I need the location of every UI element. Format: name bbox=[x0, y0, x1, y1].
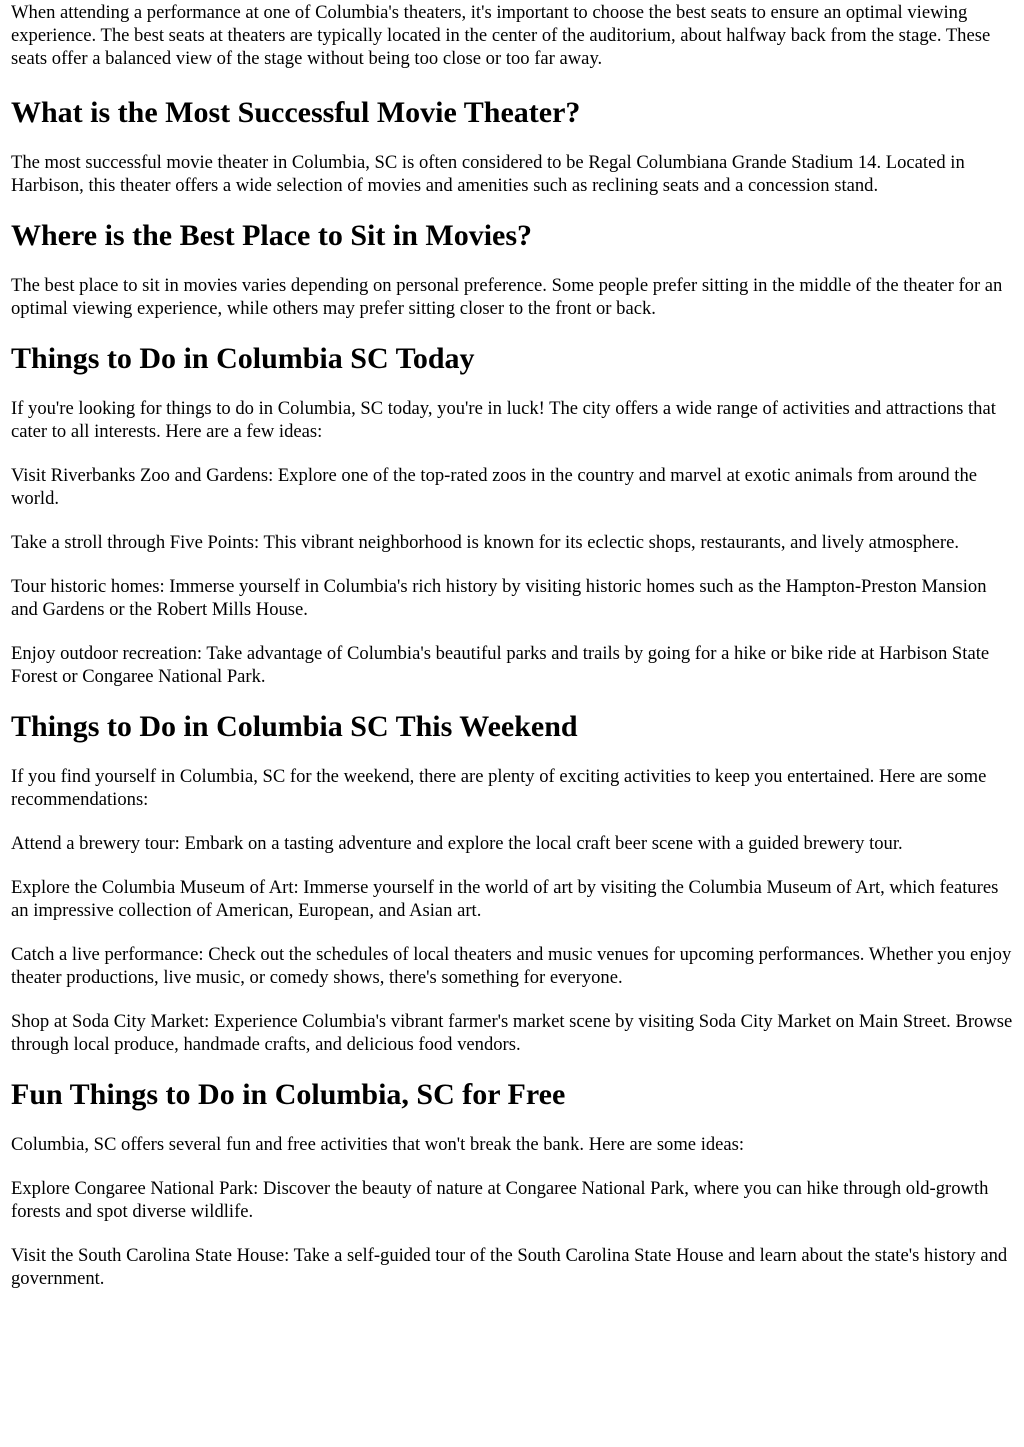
paragraph: The best place to sit in movies varies depending on personal preference. Some people prefer sitting in the middle of the theater for an optimal viewing experience, while others may prefer sitting closer to the front or back. bbox=[11, 275, 1003, 319]
paragraph: Explore Congaree National Park: Discover the beauty of nature at Congaree National Park, where you can hike through old-growth forests and spot diverse wildlife. bbox=[11, 1178, 989, 1222]
paragraph: Catch a live performance: Check out the schedules of local theaters and music venues for upcoming performances. Whether you enjoy theater productions, live music, or comedy shows, there's something for everyone. bbox=[11, 944, 1012, 988]
paragraph: Enjoy outdoor recreation: Take advantage of Columbia's beautiful parks and trails by going for a hike or bike ride at Harbison State Forest or Congaree National Park. bbox=[11, 643, 990, 687]
section-heading-free-things-to-do: Fun Things to Do in Columbia, SC for Free bbox=[11, 1078, 566, 1111]
section-heading-things-to-do-weekend: Things to Do in Columbia SC This Weekend bbox=[11, 710, 578, 743]
section-heading-best-place-to-sit: Where is the Best Place to Sit in Movies? bbox=[11, 219, 533, 252]
paragraph: Shop at Soda City Market: Experience Columbia's vibrant farmer's market scene by visiting Soda City Market on Main Street. Browse through local produce, handmade crafts, and delicious food vendors. bbox=[11, 1011, 1013, 1055]
section-heading-most-successful-theater: What is the Most Successful Movie Theater? bbox=[11, 96, 581, 129]
section-heading-things-to-do-today: Things to Do in Columbia SC Today bbox=[11, 342, 475, 375]
intro-paragraph: When attending a performance at one of Columbia's theaters, it's important to choose the best seats to ensure an optimal viewing experience. The best seats at theaters are typically located in the center of the auditorium, about halfway back from the stage. These seats offer a balanced view of the stage without being too close or too far away. bbox=[11, 2, 991, 69]
paragraph: Columbia, SC offers several fun and free activities that won't break the bank. Here are some ideas: bbox=[11, 1134, 745, 1155]
paragraph: Take a stroll through Five Points: This vibrant neighborhood is known for its eclectic shops, restaurants, and lively atmosphere. bbox=[11, 532, 960, 553]
paragraph: If you find yourself in Columbia, SC for the weekend, there are plenty of exciting activities to keep you entertained. Here are some recommendations: bbox=[11, 766, 987, 810]
paragraph: Visit the South Carolina State House: Take a self-guided tour of the South Carolina State House and learn about the state's history and government. bbox=[11, 1245, 1008, 1289]
paragraph: The most successful movie theater in Columbia, SC is often considered to be Regal Columbiana Grande Stadium 14. Located in Harbison, this theater offers a wide selection of movies and amenities such as reclining seats and a concession stand. bbox=[11, 152, 965, 196]
article-body bbox=[0, 1, 1024, 1290]
paragraph: If you're looking for things to do in Columbia, SC today, you're in luck! The city offers a wide range of activities and attractions that cater to all interests. Here are a few ideas: bbox=[11, 398, 996, 442]
paragraph: Attend a brewery tour: Embark on a tasting adventure and explore the local craft beer scene with a guided brewery tour. bbox=[11, 833, 903, 854]
paragraph: Tour historic homes: Immerse yourself in Columbia's rich history by visiting historic homes such as the Hampton-Preston Mansion and Gardens or the Robert Mills House. bbox=[11, 576, 987, 620]
paragraph: Explore the Columbia Museum of Art: Immerse yourself in the world of art by visiting the Columbia Museum of Art, which features an impressive collection of American, European, and Asian art. bbox=[11, 877, 999, 921]
paragraph: Visit Riverbanks Zoo and Gardens: Explore one of the top-rated zoos in the country and marvel at exotic animals from around the world. bbox=[11, 465, 977, 509]
